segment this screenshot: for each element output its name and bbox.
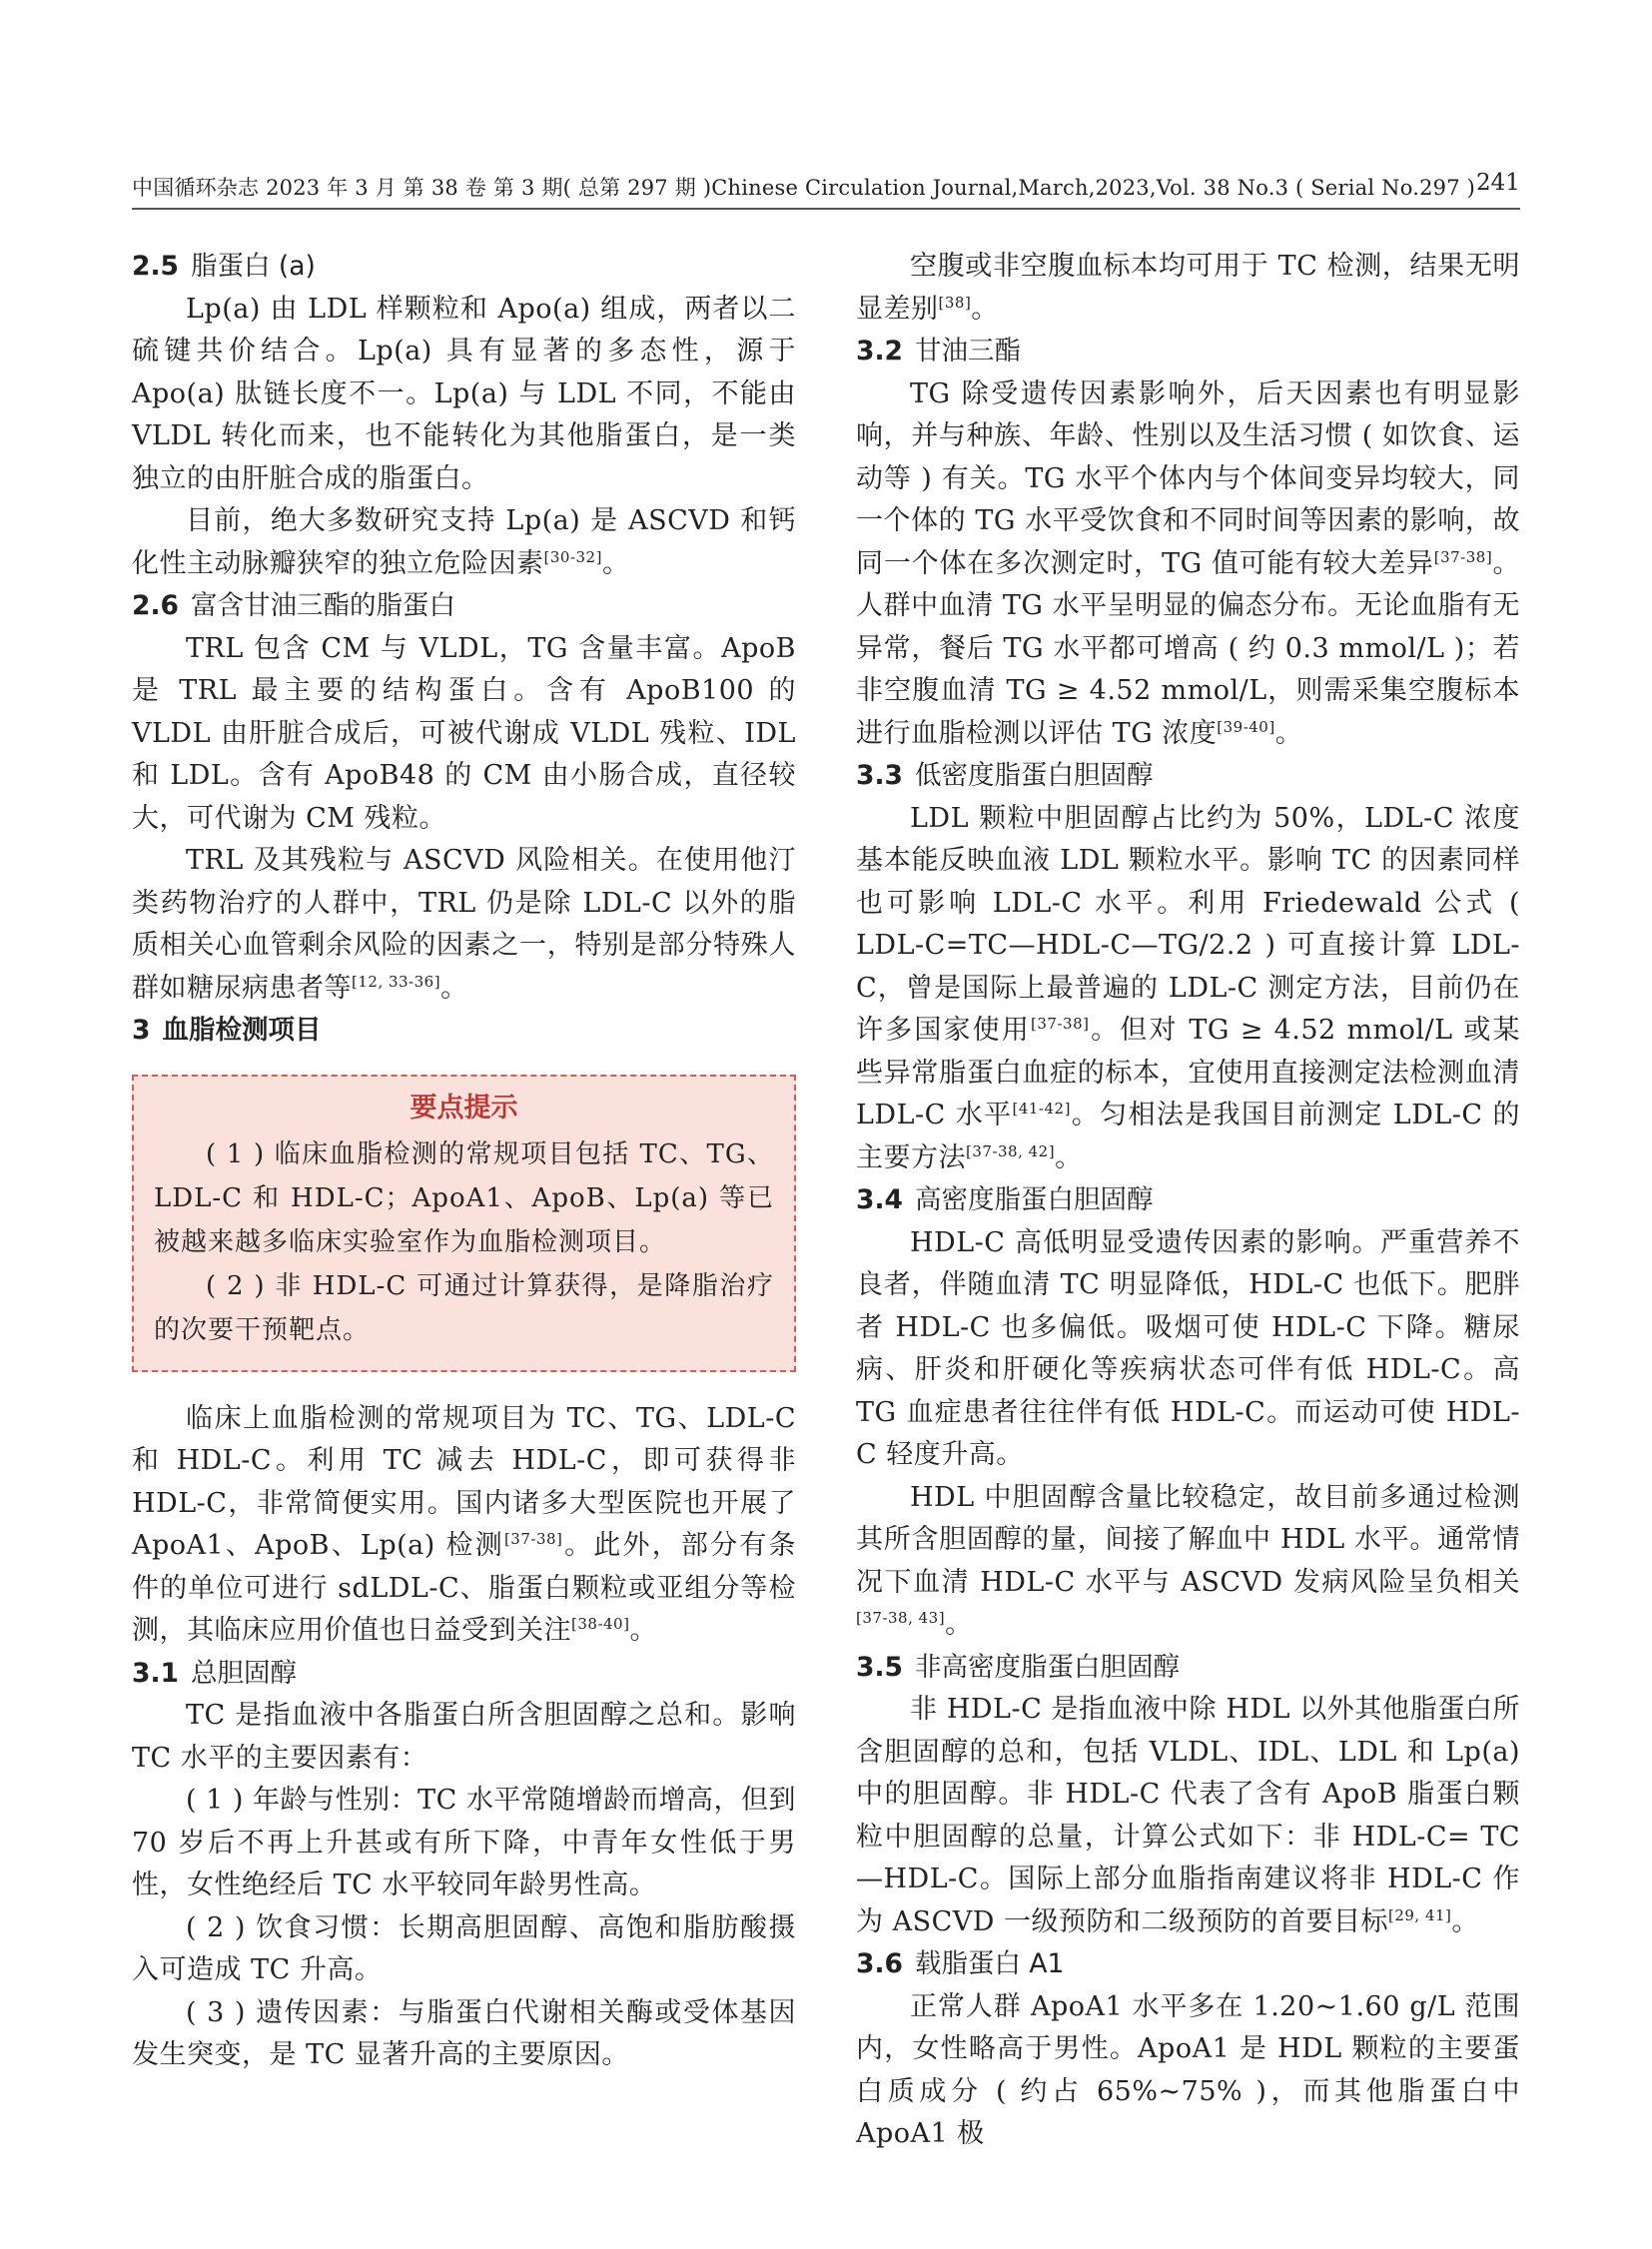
paragraph: HDL-C 高低明显受遗传因素的影响。严重营养不良者，伴随血清 TC 明显降低，HDL-C 也低下。肥胖者 HDL-C 也多偏低。吸烟可使 HDL-C 下降。糖尿病、肝炎和肝硬化等疾病状态可伴有低 HDL-C。高 TG 血症患者往往伴有低 HDL-C。而运动可使 HDL-C 轻度升高。 — [856, 1226, 1520, 1470]
citation: [37-38, 43] — [856, 1609, 946, 1627]
paragraph: ( 2 ) 饮食习惯：长期高胆固醇、高饱和脂肪酸摄入可造成 TC 升高。 — [132, 1911, 796, 1985]
running-header: 中国循环杂志 2023 年 3 月 第 38 卷 第 3 期( 总第 297 期 )Chinese Circulation Journal,March,2023,Vol. 38 No.3 ( Serial No.297 ) — [132, 176, 1476, 200]
paragraph: LDL 颗粒中胆固醇占比约为 50%，LDL-C 浓度基本能反映血液 LDL 颗粒水平。影响 TC 的因素同样也可影响 LDL-C 水平。利用 Friedewald 公式 ( LDL-C=TC—HDL-C—TG/2.2 ) 可直接计算 LDL-C，曾是国际上最普遍的 LDL-C 测定方法，目前仍在许多国家使用[37-38]。但对 TG ≥ 4.52 mmol/L 或某些异常脂蛋白血症的标本，宜使用直接测定法检测血清 LDL-C 水平[41-42]。匀相法是我国目前测定 LDL-C 的主要方法[37-38, 42]。 — [856, 802, 1521, 1173]
paragraph: ( 3 ) 遗传因素：与脂蛋白代谢相关酶或受体基因发生突变，是 TC 显著升高的主要原因。 — [132, 1996, 796, 2070]
section-heading-2-6: 2.6 富含甘油三酯的脂蛋白 — [132, 590, 455, 621]
header-rule — [132, 208, 1520, 210]
citation: [37-38, 42] — [966, 1141, 1056, 1160]
citation: [38] — [938, 293, 972, 312]
section-heading-3-5: 3.5 非高密度脂蛋白胆固醇 — [856, 1651, 1180, 1683]
keypoint-item: ( 1 ) 临床血脂检测的常规项目包括 TC、TG、LDL-C 和 HDL-C；ApoA1、ApoB、Lp(a) 等已被越来越多临床实验室作为血脂检测项目。 — [154, 1138, 774, 1257]
citation: [41-42] — [1012, 1100, 1071, 1118]
section-heading-3-3: 3.3 低密度脂蛋白胆固醇 — [856, 760, 1154, 791]
paragraph: 临床上血脂检测的常规项目为 TC、TG、LDL-C 和 HDL-C。利用 TC 减去 HDL-C，即可获得非 HDL-C，非常简便实用。国内诸多大型医院也开展了 ApoA1、ApoB、Lp(a) 检测[37-38]。此外，部分有条件的单位可进行 sdLDL-C、脂蛋白颗粒或亚组分等检测，其临床应用价值也日益受到关注[38-40]。 — [132, 1402, 796, 1646]
page-number: 241 — [1476, 170, 1520, 196]
keypoints-box — [132, 1075, 796, 1372]
citation: [37-38] — [1031, 1015, 1090, 1033]
paragraph: TRL 包含 CM 与 VLDL，TG 含量丰富。ApoB 是 TRL 最主要的结构蛋白。含有 ApoB100 的 VLDL 由肝脏合成后，可被代谢成 VLDL 残粒、IDL 和 LDL。含有 ApoB48 的 CM 由小肠合成，直径较大，可代谢为 CM 残粒。 — [132, 632, 796, 834]
section-heading-2-5: 2.5 脂蛋白 (a) — [132, 251, 316, 282]
paragraph: ( 1 ) 年龄与性别：TC 水平常随增龄而增高，但到 70 岁后不再上升甚或有所下降，中青年女性低于男性，女性绝经后 TC 水平较同年龄男性高。 — [132, 1785, 796, 1900]
left-column — [132, 246, 796, 2077]
paragraph: 空腹或非空腹血标本均可用于 TC 检测，结果无明显差别[38]。 — [856, 251, 1520, 325]
section-heading-3-6: 3.6 载脂蛋白 A1 — [856, 1948, 1065, 1979]
citation: [37-38] — [1433, 547, 1493, 566]
section-heading-3: 3 血脂检测项目 — [132, 1015, 322, 1046]
section-heading-3-1: 3.1 总胆固醇 — [132, 1657, 297, 1689]
citation: [38-40] — [571, 1615, 630, 1633]
keypoint-item: ( 2 ) 非 HDL-C 可通过计算获得，是降脂治疗的次要干预靶点。 — [154, 1270, 774, 1345]
citation: [29, 41] — [1387, 1905, 1452, 1924]
paragraph: TG 除受遗传因素影响外，后天因素也有明显影响，并与种族、年龄、性别以及生活习惯 ( 如饮食、运动等 ) 有关。TG 水平个体内与个体间变异均较大，同一个体的 TG 水平受饮食和不同时间等因素的影响，故同一个体在多次测定时，TG 值可能有较大差异[37-38]。人群中血清 TG 水平呈明显的偏态分布。无论血脂有无异常，餐后 TG 水平都可增高 ( 约 0.3 mmol/L )；若非空腹血清 TG ≥ 4.52 mmol/L，则需采集空腹标本进行血脂检测以评估 TG 浓度[39-40]。 — [856, 377, 1520, 749]
paragraph: TC 是指血液中各脂蛋白所含胆固醇之总和。影响 TC 水平的主要因素有： — [132, 1700, 796, 1774]
section-heading-3-4: 3.4 高密度脂蛋白胆固醇 — [856, 1184, 1154, 1215]
paragraph: TRL 及其残粒与 ASCVD 风险相关。在使用他汀类药物治疗的人群中，TRL 仍是除 LDL-C 以外的脂质相关心血管剩余风险的因素之一，特别是部分特殊人群如糖尿病患者等[12, 33-36]。 — [132, 845, 796, 1004]
citation: [39-40] — [1217, 717, 1275, 736]
paragraph: 正常人群 ApoA1 水平多在 1.20~1.60 g/L 范围内，女性略高于男性。ApoA1 是 HDL 颗粒的主要蛋白质成分 ( 约占 65%~75% )，而其他脂蛋白中 ApoA1 极 — [856, 1990, 1520, 2149]
right-column — [856, 246, 1520, 2156]
citation: [37-38] — [503, 1530, 563, 1548]
paragraph: Lp(a) 由 LDL 样颗粒和 Apo(a) 组成，两者以二硫键共价结合。Lp(a) 具有显著的多态性，源于 Apo(a) 肽链长度不一。Lp(a) 与 LDL 不同，不能由 VLDL 转化而来，也不能转化为其他脂蛋白，是一类独立的由肝脏合成的脂蛋白。 — [132, 293, 796, 494]
citation: [12, 33-36] — [352, 972, 441, 991]
paragraph: HDL 中胆固醇含量比较稳定，故目前多通过检测其所含胆固醇的量，间接了解血中 HDL 水平。通常情况下血清 HDL-C 水平与 ASCVD 发病风险呈负相关[37-38, 43]。 — [856, 1481, 1520, 1640]
paragraph: 非 HDL-C 是指血液中除 HDL 以外其他脂蛋白所含胆固醇的总和，包括 VLDL、IDL、LDL 和 Lp(a) 中的胆固醇。非 HDL-C 代表了含有 ApoB 脂蛋白颗粒中胆固醇的总量，计算公式如下：非 HDL-C= TC—HDL-C。国际上部分血脂指南建议将非 HDL-C 作为 ASCVD 一级预防和二级预防的首要目标[29, 41]。 — [856, 1694, 1520, 1937]
keypoints-title: 要点提示 — [410, 1092, 518, 1124]
paragraph: 目前，绝大多数研究支持 Lp(a) 是 ASCVD 和钙化性主动脉瓣狭窄的独立危险因素[30-32]。 — [132, 505, 796, 579]
citation: [30-32] — [543, 547, 602, 566]
section-heading-3-2: 3.2 甘油三酯 — [856, 336, 1021, 367]
